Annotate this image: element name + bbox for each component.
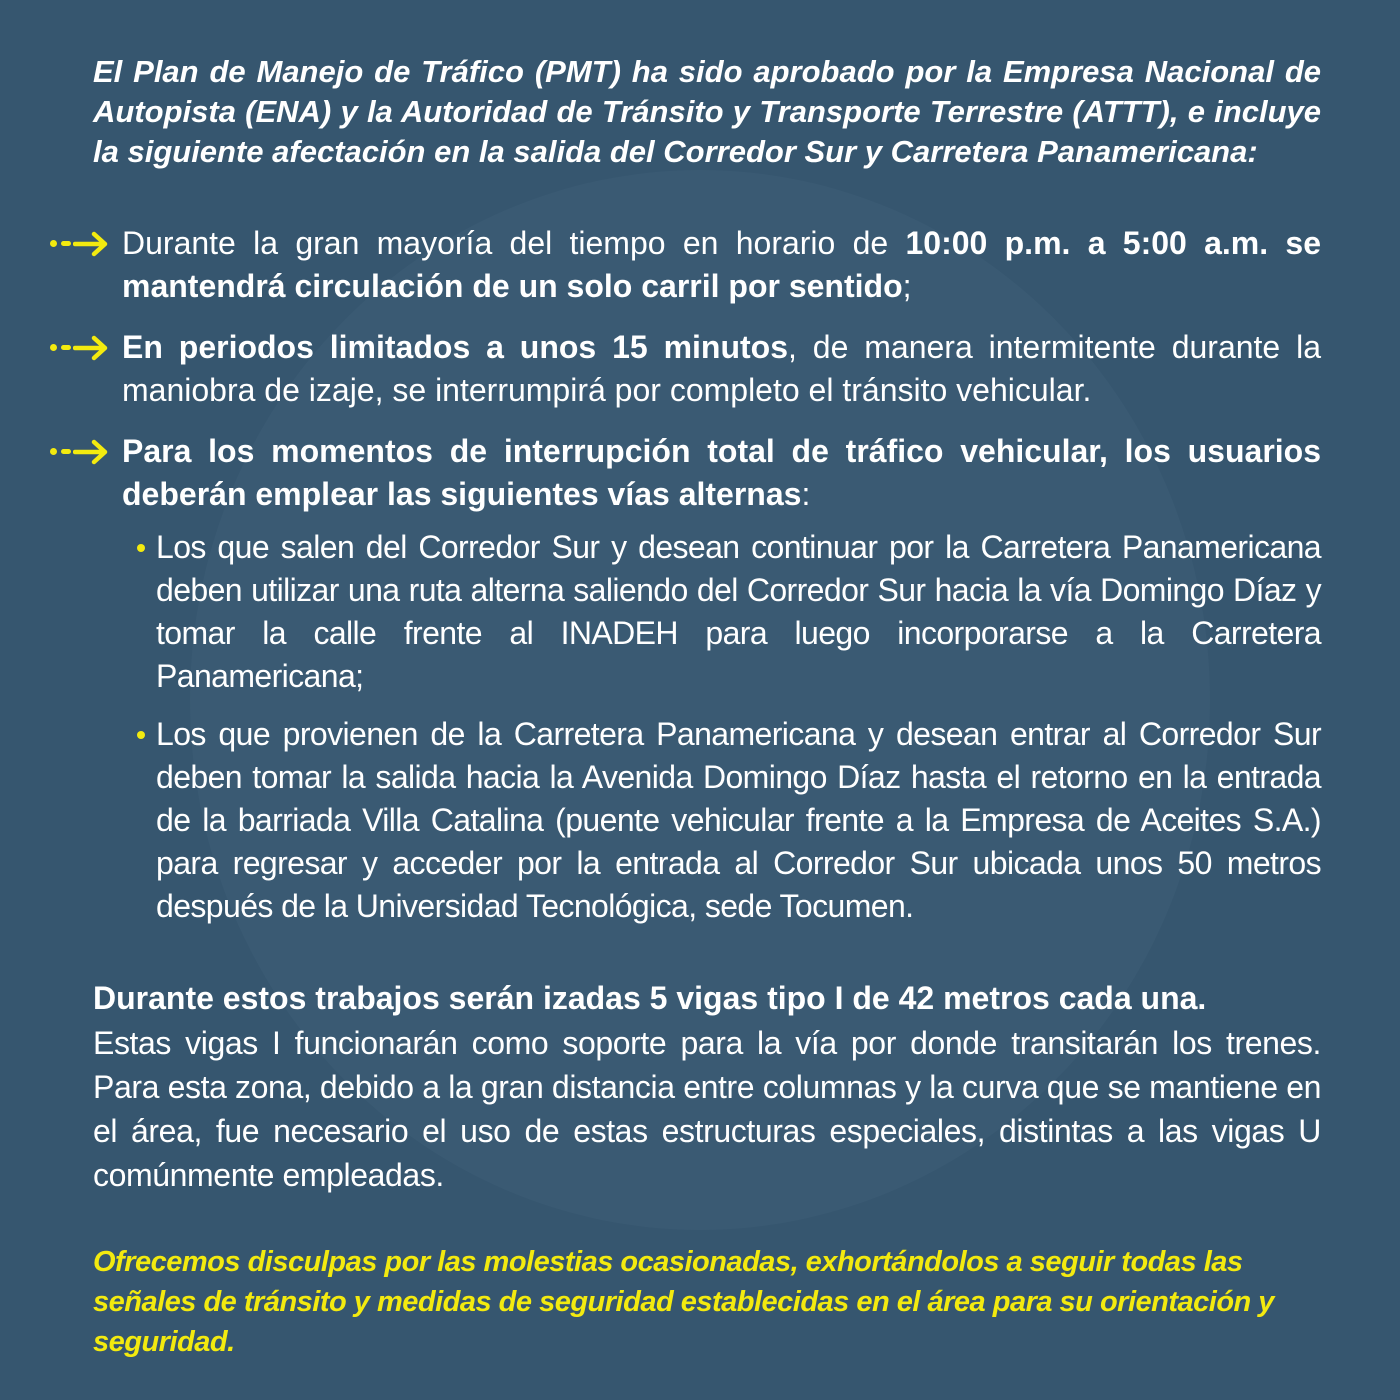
beams-text: Estas vigas I funcionarán como soporte para la vía por donde transitarán los trenes. Para esta zona, debido a la gran distancia entre columnas y la curva que se mantiene en el área, fue necesario el uso de estas estructuras especiales, distintas a las vigas U comúnmente empleadas. [93,1025,1321,1193]
bullet-text: En periodos limitados a unos 15 minutos, de manera intermitente durante la maniobra de izaje, se interrumpirá por completo el tránsito vehicular. [122,329,1322,408]
route-text: Los que provienen de la Carretera Panamericana y desean entrar al Corredor Sur deben tomar la salida hacia la Avenida Domingo Díaz hasta el retorno en la entrada de la barriada Villa Catalina (puente vehicular frente a la Empresa de Aceites S.A.) para regresar y acceder por la entrada al Corredor Sur ubicada unos 50 metros después de la Universidad Tecnológica, sede Tocumen. [156,716,1321,924]
list-item [0,222,1321,308]
beams-title: Durante estos trabajos serán izadas 5 vigas tipo I de 42 metros cada una. [93,980,1207,1016]
list-item [0,326,1321,412]
list-item [122,713,1321,928]
dot-icon [137,544,145,552]
alternate-routes-list [122,526,1321,928]
beams-section [93,976,1321,1197]
list-item [0,430,1321,928]
list-item [122,526,1321,698]
closing-message: Ofrecemos disculpas por las molestias ocasionadas, exhortándolos a seguir todas las señales de tránsito y medidas de seguridad establecidas en el área para su orientación y seguridad. [93,1246,1274,1358]
route-text: Los que salen del Corredor Sur y desean continuar por la Carretera Panamericana deben utilizar una ruta alterna saliendo del Corredor Sur hacia la vía Domingo Díaz y tomar la calle frente al INADEH para luego incorporarse a la Carretera Panamericana; [156,529,1321,694]
bullet-text: Durante la gran mayoría del tiempo en horario de 10:00 p.m. a 5:00 a.m. se mantendrá circulación de un solo carril por sentido; [122,225,1322,304]
bullet-text: Para los momentos de interrupción total de tráfico vehicular, los usuarios deberán emplear las siguientes vías alternas: [122,433,1321,512]
arrow-right-icon [50,222,109,265]
dot-icon [137,731,145,739]
arrow-right-icon [50,430,109,473]
measures-list [0,222,1400,946]
intro-paragraph: El Plan de Manejo de Tráfico (PMT) ha sido aprobado por la Empresa Nacional de Autopista (ENA) y la Autoridad de Tránsito y Transporte Terrestre (ATTT), e incluye la siguiente afectación en la salida del Corredor Sur y Carretera Panamericana: [93,54,1321,169]
arrow-right-icon [50,326,109,369]
